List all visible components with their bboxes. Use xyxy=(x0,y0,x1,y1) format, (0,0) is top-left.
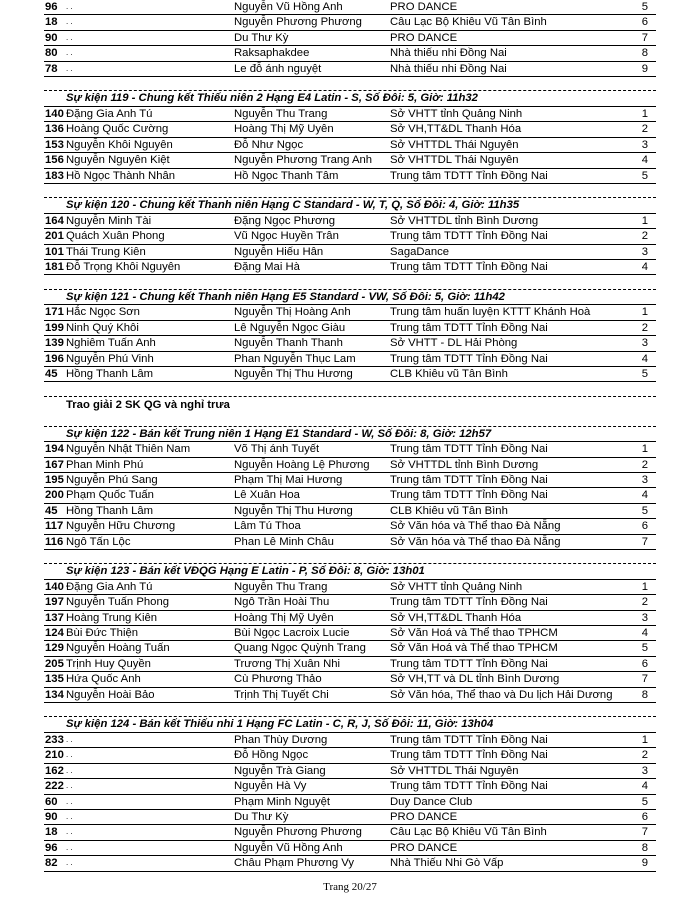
result-row xyxy=(44,153,656,168)
result-row xyxy=(44,46,656,61)
couple-number: 78 xyxy=(45,62,58,75)
club-name: Sở VHTTDL Thái Nguyên xyxy=(390,764,519,777)
placement: 4 xyxy=(641,627,648,640)
male-dancer: Nguyễn Hữu Chương xyxy=(66,520,176,533)
club-name: Sở Văn hóa và Thể thao Đà Nẵng xyxy=(390,535,561,548)
female-dancer: Phạm Minh Nguyệt xyxy=(234,795,331,808)
result-row xyxy=(44,245,656,260)
female-dancer: Nguyễn Thị Thu Hương xyxy=(234,367,353,380)
female-dancer: Đặng Mai Hà xyxy=(234,261,300,274)
event-title: Sự kiện 124 - Bán kết Thiếu nhi 1 Hạng FC Latin - C, R, J, Số Đôi: 11, Giờ: 13h04 xyxy=(44,717,656,733)
male-dancer: Nguyễn Tuấn Phong xyxy=(66,596,170,609)
placement: 1 xyxy=(641,443,648,456)
result-row xyxy=(44,810,656,825)
result-row xyxy=(44,733,656,748)
club-name: Trung tâm TDTT Tỉnh Đồng Nai xyxy=(390,443,548,456)
male-dancer: Ninh Quý Khôi xyxy=(66,321,139,334)
couple-number: 101 xyxy=(45,245,64,258)
club-name: CLB Khiêu vũ Tân Bình xyxy=(390,367,508,380)
female-dancer: Nguyễn Phương Phương xyxy=(234,826,362,839)
club-name: Sở VH,TT và DL tỉnh Bình Dương xyxy=(390,673,560,686)
result-row xyxy=(44,672,656,687)
placement: 3 xyxy=(641,473,648,486)
male-dancer: Hắc Ngọc Sơn xyxy=(66,306,140,319)
couple-number: 197 xyxy=(45,596,64,609)
female-dancer: Raksaphakdee xyxy=(234,47,310,60)
female-dancer: Nguyễn Vũ Hồng Anh xyxy=(234,841,343,854)
club-name: Sở VHTT tỉnh Quảng Ninh xyxy=(390,107,523,120)
female-dancer: Trịnh Thị Tuyết Chi xyxy=(234,688,329,701)
couple-number: 162 xyxy=(45,764,64,777)
male-dancer: Bùi Đức Thiện xyxy=(66,627,139,640)
club-name: Trung tâm TDTT Tỉnh Đồng Nai xyxy=(390,596,548,609)
male-dancer: Nguyễn Nhật Thiên Nam xyxy=(66,443,191,456)
couple-number: 18 xyxy=(45,16,58,29)
result-row xyxy=(44,795,656,810)
event-title: Sự kiện 120 - Chung kết Thanh niên Hạng C Standard - W, T, Q, Số Đôi: 4, Giờ: 11h35 xyxy=(44,198,656,214)
placement: 2 xyxy=(641,321,648,334)
female-dancer: Phan Thùy Dương xyxy=(234,733,328,746)
couple-number: 134 xyxy=(45,688,64,701)
placement: 1 xyxy=(641,733,648,746)
male-dancer: Phạm Quốc Tuấn xyxy=(66,489,154,502)
female-dancer: Le đỗ ánh nguyệt xyxy=(234,62,322,75)
placement: 5 xyxy=(641,1,648,13)
empty-partner-marker: . . xyxy=(66,750,73,760)
club-name: Trung tâm TDTT Tỉnh Đồng Nai xyxy=(390,657,548,670)
couple-number: 233 xyxy=(45,733,64,746)
female-dancer: Đặng Ngọc Phương xyxy=(234,214,336,227)
result-row xyxy=(44,825,656,840)
male-dancer: Nguyễn Phú Sang xyxy=(66,473,158,486)
female-dancer: Cù Phương Thảo xyxy=(234,673,322,686)
placement: 4 xyxy=(641,154,648,167)
couple-number: 156 xyxy=(45,154,64,167)
result-row xyxy=(44,748,656,763)
male-dancer: Nguyễn Nguyên Kiệt xyxy=(66,154,170,167)
placement: 8 xyxy=(641,47,648,60)
couple-number: 205 xyxy=(45,657,64,670)
female-dancer: Lâm Tú Thoa xyxy=(234,520,301,533)
result-row xyxy=(44,15,656,30)
result-row xyxy=(44,0,656,15)
placement: 8 xyxy=(641,841,648,854)
male-dancer: Hoàng Trung Kiên xyxy=(66,611,158,624)
club-name: Sở VHTTDL Thái Nguyên xyxy=(390,138,519,151)
club-name: Nhà thiếu nhi Đồng Nai xyxy=(390,62,507,75)
placement: 3 xyxy=(641,245,648,258)
club-name: PRO DANCE xyxy=(390,841,458,854)
club-name: Trung tâm TDTT Tỉnh Đồng Nai xyxy=(390,733,548,746)
section-separator xyxy=(44,550,656,564)
result-row xyxy=(44,856,656,871)
result-row xyxy=(44,841,656,856)
placement: 6 xyxy=(641,657,648,670)
result-row xyxy=(44,641,656,656)
placement: 9 xyxy=(641,857,648,870)
placement: 4 xyxy=(641,352,648,365)
couple-number: 137 xyxy=(45,611,64,624)
empty-partner-marker: . . xyxy=(66,2,73,11)
club-name: Sở VHTTDL tỉnh Bình Dương xyxy=(390,214,539,227)
placement: 9 xyxy=(641,62,648,75)
result-row xyxy=(44,473,656,488)
male-dancer: Nguyễn Hoài Bảo xyxy=(66,688,155,701)
result-row xyxy=(44,657,656,672)
result-row xyxy=(44,62,656,77)
section-separator xyxy=(44,703,656,717)
couple-number: 222 xyxy=(45,780,64,793)
placement: 7 xyxy=(641,826,648,839)
couple-number: 129 xyxy=(45,642,64,655)
female-dancer: Phan Nguyễn Thục Lam xyxy=(234,352,356,365)
result-row xyxy=(44,458,656,473)
event-title: Sự kiện 119 - Chung kết Thiếu niên 2 Hạng E4 Latin - S, Số Đôi: 5, Giờ: 11h32 xyxy=(44,91,656,107)
result-row xyxy=(44,321,656,336)
result-row xyxy=(44,595,656,610)
placement: 6 xyxy=(641,520,648,533)
couple-number: 196 xyxy=(45,352,64,365)
club-name: Trung tâm TDTT Tỉnh Đồng Nai xyxy=(390,780,548,793)
section-separator xyxy=(44,77,656,91)
couple-number: 139 xyxy=(45,337,64,350)
couple-number: 90 xyxy=(45,810,58,823)
male-dancer: Hoàng Quốc Cường xyxy=(66,123,169,136)
placement: 2 xyxy=(641,596,648,609)
placement: 3 xyxy=(641,138,648,151)
club-name: Sở VHTTDL tỉnh Bình Dương xyxy=(390,458,539,471)
empty-partner-marker: . . xyxy=(66,17,73,27)
male-dancer: Phan Minh Phú xyxy=(66,458,144,471)
male-dancer: Hồ Ngọc Thành Nhân xyxy=(66,169,176,182)
placement: 8 xyxy=(641,688,648,701)
male-dancer: Nguyễn Phú Vinh xyxy=(66,352,154,365)
result-row xyxy=(44,367,656,382)
result-row xyxy=(44,535,656,550)
result-row xyxy=(44,779,656,794)
placement: 2 xyxy=(641,230,648,243)
club-name: Nhà Thiếu Nhi Gò Vấp xyxy=(390,857,504,870)
male-dancer: Đặng Gia Anh Tú xyxy=(66,107,153,120)
female-dancer: Vũ Ngọc Huyền Trân xyxy=(234,230,339,243)
club-name: PRO DANCE xyxy=(390,1,458,13)
female-dancer: Du Thư Kỳ xyxy=(234,31,289,44)
couple-number: 194 xyxy=(45,443,64,456)
club-name: Trung tâm TDTT Tỉnh Đồng Nai xyxy=(390,321,548,334)
couple-number: 96 xyxy=(45,1,58,13)
club-name: Câu Lạc Bộ Khiêu Vũ Tân Bình xyxy=(390,16,547,29)
club-name: Trung tâm TDTT Tỉnh Đồng Nai xyxy=(390,489,548,502)
club-name: Sở Văn hóa và Thể thao Đà Nẵng xyxy=(390,520,561,533)
club-name: Nhà thiếu nhi Đồng Nai xyxy=(390,47,507,60)
placement: 1 xyxy=(641,214,648,227)
couple-number: 90 xyxy=(45,31,58,44)
female-dancer: Hồ Ngọc Thanh Tâm xyxy=(234,169,339,182)
section-separator xyxy=(44,184,656,198)
club-name: Trung tâm TDTT Tỉnh Đồng Nai xyxy=(390,473,548,486)
placement: 1 xyxy=(641,107,648,120)
empty-partner-marker: . . xyxy=(66,827,73,837)
placement: 4 xyxy=(641,261,648,274)
female-dancer: Trương Thị Xuân Nhi xyxy=(234,657,341,670)
result-row xyxy=(44,626,656,641)
placement: 1 xyxy=(641,306,648,319)
result-row xyxy=(44,519,656,534)
empty-partner-marker: . . xyxy=(66,765,73,775)
result-row xyxy=(44,688,656,703)
male-dancer: Nguyễn Khôi Nguyên xyxy=(66,138,173,151)
club-name: Sở VH,TT&DL Thanh Hóa xyxy=(390,611,522,624)
result-row xyxy=(44,31,656,46)
club-name: Sở Văn Hoá và Thể thao TPHCM xyxy=(390,642,558,655)
results-document xyxy=(44,0,656,872)
empty-partner-marker: . . xyxy=(66,796,73,806)
placement: 5 xyxy=(641,367,648,380)
couple-number: 136 xyxy=(45,123,64,136)
female-dancer: Nguyễn Trà Giang xyxy=(234,764,326,777)
result-row xyxy=(44,107,656,122)
placement: 2 xyxy=(641,123,648,136)
result-row xyxy=(44,352,656,367)
placement: 3 xyxy=(641,764,648,777)
club-name: Duy Dance Club xyxy=(390,795,473,808)
female-dancer: Nguyễn Hoàng Lệ Phương xyxy=(234,458,370,471)
placement: 7 xyxy=(641,673,648,686)
empty-partner-marker: . . xyxy=(66,63,73,73)
female-dancer: Nguyễn Thị Thu Hương xyxy=(234,504,353,517)
male-dancer: Ngô Tấn Lộc xyxy=(66,535,131,548)
male-dancer: Thái Trung Kiên xyxy=(66,245,146,258)
event-title: Sự kiện 121 - Chung kết Thanh niên Hạng E5 Standard - VW, Số Đôi: 5, Giờ: 11h42 xyxy=(44,290,656,306)
result-row xyxy=(44,260,656,275)
female-dancer: Du Thư Kỳ xyxy=(234,810,289,823)
placement: 1 xyxy=(641,580,648,593)
club-name: Sở Văn Hoá và Thể thao TPHCM xyxy=(390,627,558,640)
male-dancer: Nguyễn Minh Tài xyxy=(66,214,152,227)
page-number: Trang 20/27 xyxy=(323,881,377,893)
male-dancer: Đặng Gia Anh Tú xyxy=(66,580,153,593)
placement: 5 xyxy=(641,642,648,655)
couple-number: 60 xyxy=(45,795,58,808)
female-dancer: Châu Phạm Phương Vy xyxy=(234,857,355,870)
club-name: Trung tâm huấn luyện KTTT Khánh Hoà xyxy=(390,306,591,319)
couple-number: 80 xyxy=(45,47,58,60)
result-row xyxy=(44,488,656,503)
couple-number: 199 xyxy=(45,321,64,334)
event-title: Sự kiện 123 - Bán kết VĐQG Hạng E Latin - P, Số Đôi: 8, Giờ: 13h01 xyxy=(44,564,656,580)
couple-number: 183 xyxy=(45,169,64,182)
empty-partner-marker: . . xyxy=(66,842,73,852)
result-row xyxy=(44,169,656,184)
couple-number: 153 xyxy=(45,138,64,151)
empty-partner-marker: . . xyxy=(66,32,73,42)
club-name: Sở Văn hóa, Thể thao và Du lịch Hải Dương xyxy=(390,688,613,701)
schedule-note: Trao giải 2 SK QG và nghỉ trưa xyxy=(66,399,230,412)
female-dancer: Nguyễn Thu Trang xyxy=(234,580,328,593)
club-name: Câu Lạc Bộ Khiêu Vũ Tân Bình xyxy=(390,826,547,839)
section-separator xyxy=(44,382,656,397)
female-dancer: Lê Nguyễn Ngọc Giàu xyxy=(234,321,346,334)
female-dancer: Võ Thị ánh Tuyết xyxy=(234,443,320,456)
club-name: Trung tâm TDTT Tỉnh Đồng Nai xyxy=(390,352,548,365)
result-row xyxy=(44,122,656,137)
female-dancer: Nguyễn Phương Phương xyxy=(234,16,362,29)
female-dancer: Phạm Thị Mai Hương xyxy=(234,473,343,486)
club-name: Trung tâm TDTT Tỉnh Đồng Nai xyxy=(390,261,548,274)
male-dancer: Nghiêm Tuấn Anh xyxy=(66,337,156,350)
placement: 4 xyxy=(641,489,648,502)
couple-number: 82 xyxy=(45,857,58,870)
placement: 7 xyxy=(641,535,648,548)
club-name: Sở VHTTDL Thái Nguyên xyxy=(390,154,519,167)
female-dancer: Nguyễn Phương Trang Anh xyxy=(234,154,373,167)
empty-partner-marker: . . xyxy=(66,811,73,821)
section-separator xyxy=(44,275,656,289)
couple-number: 210 xyxy=(45,749,64,762)
club-name: Trung tâm TDTT Tỉnh Đồng Nai xyxy=(390,230,548,243)
male-dancer: Hứa Quốc Anh xyxy=(66,673,141,686)
result-row xyxy=(44,504,656,519)
couple-number: 140 xyxy=(45,580,64,593)
couple-number: 200 xyxy=(45,489,64,502)
event-title: Sự kiện 122 - Bán kết Trung niên 1 Hạng E1 Standard - W, Số Đôi: 8, Giờ: 12h57 xyxy=(44,427,656,443)
placement: 2 xyxy=(641,749,648,762)
placement: 6 xyxy=(641,16,648,29)
empty-partner-marker: . . xyxy=(66,48,73,58)
result-row xyxy=(44,580,656,595)
placement: 3 xyxy=(641,611,648,624)
female-dancer: Nguyễn Thị Hoàng Anh xyxy=(234,306,351,319)
empty-partner-marker: . . xyxy=(66,781,73,791)
couple-number: 117 xyxy=(45,520,64,533)
result-row xyxy=(44,229,656,244)
placement: 3 xyxy=(641,337,648,350)
result-row xyxy=(44,611,656,626)
result-row xyxy=(44,138,656,153)
couple-number: 164 xyxy=(45,214,64,227)
placement: 4 xyxy=(641,780,648,793)
female-dancer: Nguyễn Vũ Hồng Anh xyxy=(234,1,343,13)
empty-partner-marker: . . xyxy=(66,858,73,868)
male-dancer: Quách Xuân Phong xyxy=(66,230,165,243)
female-dancer: Đỗ Như Ngọc xyxy=(234,138,304,151)
placement: 5 xyxy=(641,504,648,517)
club-name: PRO DANCE xyxy=(390,810,458,823)
result-row xyxy=(44,305,656,320)
couple-number: 45 xyxy=(45,504,58,517)
result-row xyxy=(44,336,656,351)
female-dancer: Bùi Ngọc Lacroix Lucie xyxy=(234,627,350,640)
club-name: Trung tâm TDTT Tỉnh Đồng Nai xyxy=(390,169,548,182)
male-dancer: Hồng Thanh Lâm xyxy=(66,367,154,380)
club-name: PRO DANCE xyxy=(390,31,458,44)
male-dancer: Hồng Thanh Lâm xyxy=(66,504,154,517)
couple-number: 135 xyxy=(45,673,64,686)
placement: 7 xyxy=(641,31,648,44)
female-dancer: Phan Lê Minh Châu xyxy=(234,535,334,548)
result-row xyxy=(44,214,656,229)
placement: 2 xyxy=(641,458,648,471)
female-dancer: Nguyễn Thu Trang xyxy=(234,107,328,120)
couple-number: 181 xyxy=(45,261,64,274)
couple-number: 116 xyxy=(45,535,64,548)
female-dancer: Nguyễn Hiếu Hân xyxy=(234,245,324,258)
male-dancer: Nguyễn Hoàng Tuấn xyxy=(66,642,170,655)
placement: 5 xyxy=(641,795,648,808)
club-name: SagaDance xyxy=(390,245,450,258)
placement: 5 xyxy=(641,169,648,182)
female-dancer: Nguyễn Thanh Thanh xyxy=(234,337,343,350)
club-name: Sở VHTT tỉnh Quảng Ninh xyxy=(390,580,523,593)
result-row xyxy=(44,442,656,457)
couple-number: 45 xyxy=(45,367,58,380)
couple-number: 18 xyxy=(45,826,58,839)
couple-number: 195 xyxy=(45,473,64,486)
couple-number: 96 xyxy=(45,841,58,854)
female-dancer: Lê Xuân Hoa xyxy=(234,489,300,502)
placement: 6 xyxy=(641,810,648,823)
club-name: Trung tâm TDTT Tỉnh Đồng Nai xyxy=(390,749,548,762)
couple-number: 140 xyxy=(45,107,64,120)
couple-number: 171 xyxy=(45,306,64,319)
male-dancer: Trịnh Huy Quyền xyxy=(66,657,151,670)
female-dancer: Hoàng Thị Mỹ Uyên xyxy=(234,123,334,136)
club-name: Sở VHTT - DL Hải Phòng xyxy=(390,337,518,350)
club-name: CLB Khiêu vũ Tân Bình xyxy=(390,504,508,517)
club-name: Sở VH,TT&DL Thanh Hóa xyxy=(390,123,522,136)
female-dancer: Ngô Trần Hoài Thu xyxy=(234,596,330,609)
section-separator xyxy=(44,412,656,426)
couple-number: 201 xyxy=(45,230,64,243)
couple-number: 124 xyxy=(45,627,64,640)
female-dancer: Đỗ Hồng Ngọc xyxy=(234,749,309,762)
female-dancer: Quang Ngọc Quỳnh Trang xyxy=(234,642,366,655)
result-row xyxy=(44,764,656,779)
couple-number: 167 xyxy=(45,458,64,471)
female-dancer: Nguyễn Hà Vy xyxy=(234,780,307,793)
female-dancer: Hoàng Thị Mỹ Uyên xyxy=(234,611,334,624)
empty-partner-marker: . . xyxy=(66,734,73,744)
male-dancer: Đỗ Trọng Khôi Nguyên xyxy=(66,261,181,274)
